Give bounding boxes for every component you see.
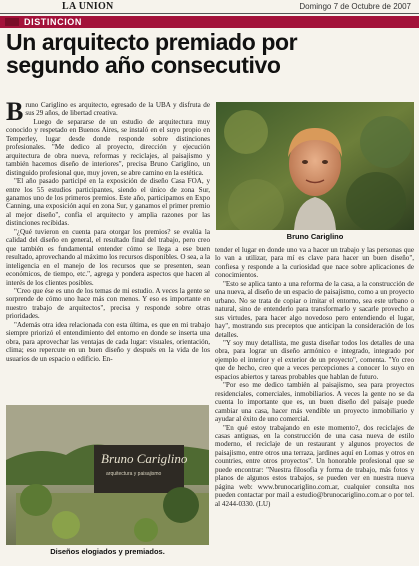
body-paragraph: "¿Qué tuvieron en cuenta para otorgar los premios? se evalúa la calidad del diseño en general, el resultado final del trabajo, pero creo que también es fundamental entender cómo se llega a ese buen resultado, aprovechando al máximo los recursos disponibles. O sea, a la inteligencia en el manejo de los recursos que se presenten, sean económicos, de tiempo, etc.", agrega y pondera aspectos que hacen al interés de los clientes posibles. [6,227,210,287]
section-banner [0,16,419,28]
headline-line-2: segundo año consecutivo [6,52,281,78]
body-paragraph: "Y soy muy detallista, me gusta diseñar todos los detalles de una obra, para lograr un diseño armónico e integrado, integrado por ejemplo el interior y el exterior de un proyecto", comenta. "Yo creo que de hecho, creo que a veces percepciones a conocer lo suyo en espacios abiertos y tareas probables que hablan de futuro. [215,338,414,381]
issue-date: Domingo 7 de Octubre de 2007 [299,2,411,11]
sign-subtext: arquitectura y paisajismo [106,471,162,477]
body-paragraph: "Esto se aplica tanto a una reforma de la casa, a la construcción de una nueva, al diseño de un espacio de paisajismo, como a un proyecto urbano. No se trata de copiar o imitar el entorno, sea este urbano o natural, sino de entenderlo para transformarlo y sacarle provecho a sus virtudes, para hacer algo novedoso pero entendiendo el lugar, hay", mostrando sus preceptos que anticipan la consideración de los detalles. [215,279,414,339]
body-paragraph: tender el lugar en donde uno va a hacer un trabajo y las personas que lo van a utilizar, para mí es clave para hacer un buen diseño", confiesa y responde a la curiosidad que nace sobre aplicaciones de conocimientos. [215,246,414,280]
left-column [6,97,210,363]
body-paragraph: "Por eso me dedico también al paisajismo, sea para proyectos residenciales, comerciales, inmobiliarios. A veces la gente no se da cuenta lo importante que es, un buen diseño del paisaje puede cambiar una casa, hacer más vendible un proyecto inmobiliario y ayudar al éxito de uno comercial. [215,381,414,424]
garden-illustration [6,405,209,545]
section-label: DISTINCION [24,17,83,27]
body-paragraph: "En qué estoy trabajando en este momento?, dos reciclajes de casas antiguas, en la construcción de una casa nueva de estilo moderno, el reciclaje de un restaurant y algunos proyectos de paisajismo, entre otros una terraza, jardines aquí en Lomas y otros en countries, entre otros proyectos". Un honorable profesional que se puede encontrar: "Nuestra filosofía y forma de trabajo, más fotos y planos de algunos estos trabajos, se pueden ver en nuestra nueva página web: www.brunocariglino.com.ar, cualquier consulta nos pueden contactar por mail a estudio@brunocariglino.com.ar o por tel. al 4244-0330. (LU) [215,423,414,508]
drop-cap: B [6,97,24,126]
garden-photo [6,405,209,545]
garden-caption: Diseños elogiados y premiados. [50,547,165,556]
newspaper-name: LA UNION [62,1,114,12]
right-column [215,246,414,508]
portrait-illustration [216,102,414,230]
headline-line-1: Un arquitecto premiado por [6,29,298,55]
portrait-photo [216,102,414,230]
body-paragraph: "Además otra idea relacionada con esta última, es que en mi trabajo siempre priorizó el entendimiento del entorno en donde se inserta una obra, para aprovechar las ventajas de cada lugar: visuales, orientación, clima; eso repercute en un buen diseño y después en la vida de los usuarios de un espacio o edificio. En- [6,320,210,363]
body-paragraph: Luego de separarse de un estudio de arquitectura muy conocido y respetado en Buenos Aires, se instaló en el suyo propio en Temperley, lugar desde donde responde sobre distinciones profesionales. "Me dedico al proyecto, dirección y ejecución arquitectura de obra nueva, reformas y reciclajes, al paisajismo y también hacemos diseño de interiores", precisa Bruno Cariglino, un distinguido profesional que, muy joven, se abre camino en la estética. [6,117,210,177]
lead-paragraph: Bruno Cariglino es arquitecto, egresado de la UBA y disfruta de sus 29 años, de libertad creativa. [6,97,210,126]
body-paragraph: "El año pasado participé en la exposición de diseño Casa FOA, y entre los 55 estudios participantes, siendo el único de zona Sur, ganamos uno de los primeros premios. Este año, participamos en Expo Canning, una exposición aquí en zona Sur, y ganamos el primer premio al mejor diseño", confía el arquitecto y amplia razones por las distinciones recibidas. [6,177,210,228]
headline [6,31,416,77]
body-paragraph: "Creo que ése es uno de los temas de mi estudio. A veces la gente se sorprende de cómo uno hace más con menos. Y eso es importante en nuestro trabajo de arquitectos", precisa y responde sobre otras prioridades. [6,286,210,321]
masthead [0,0,419,14]
portrait-caption: Bruno Cariglino [286,232,344,241]
sign-text: Bruno Cariglino [101,451,188,466]
section-marker [5,18,19,26]
